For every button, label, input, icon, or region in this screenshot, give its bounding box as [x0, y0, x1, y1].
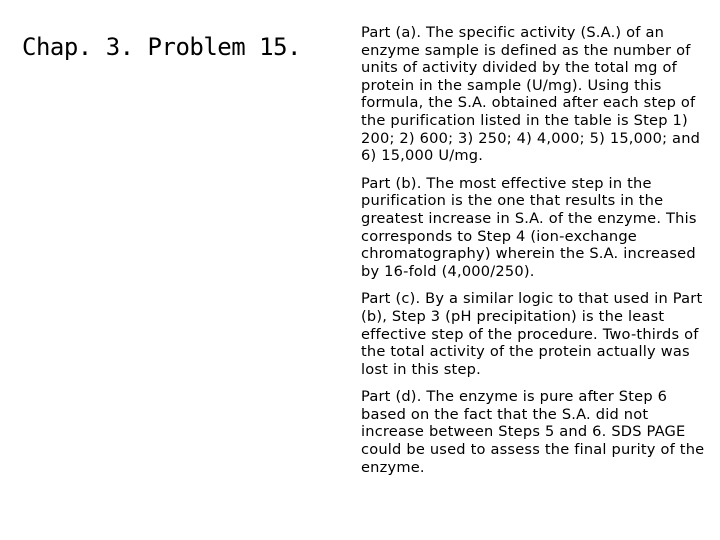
slide-title: Chap. 3. Problem 15.: [22, 33, 301, 61]
part-c-paragraph: Part (c). By a similar logic to that used in Part (b), Step 3 (pH precipitation) is the least effective step of the procedure. Two-thirds of the total activity of the protein actually was lost in this step.: [361, 290, 703, 378]
part-d-paragraph: Part (d). The enzyme is pure after Step 6 based on the fact that the S.A. did not increase between Steps 5 and 6. SDS PAGE could be used to assess the final purity of the enzyme.: [361, 388, 705, 476]
part-a-paragraph: Part (a). The specific activity (S.A.) of an enzyme sample is defined as the number of units of activity divided by the total mg of protein in the sample (U/mg). Using this formula, the S.A. obtained after each step of the purification listed in the table is Step 1) 200; 2) 600; 3) 250; 4) 4,000; 5) 15,000; and 6) 15,000 U/mg.: [361, 24, 701, 165]
part-b-paragraph: Part (b). The most effective step in the purification is the one that results in the greatest increase in S.A. of the enzyme. This corresponds to Step 4 (ion-exchange chromatography) wherein the S.A. increased by 16-fold (4,000/250).: [361, 174, 697, 280]
answer-text: [361, 24, 713, 486]
